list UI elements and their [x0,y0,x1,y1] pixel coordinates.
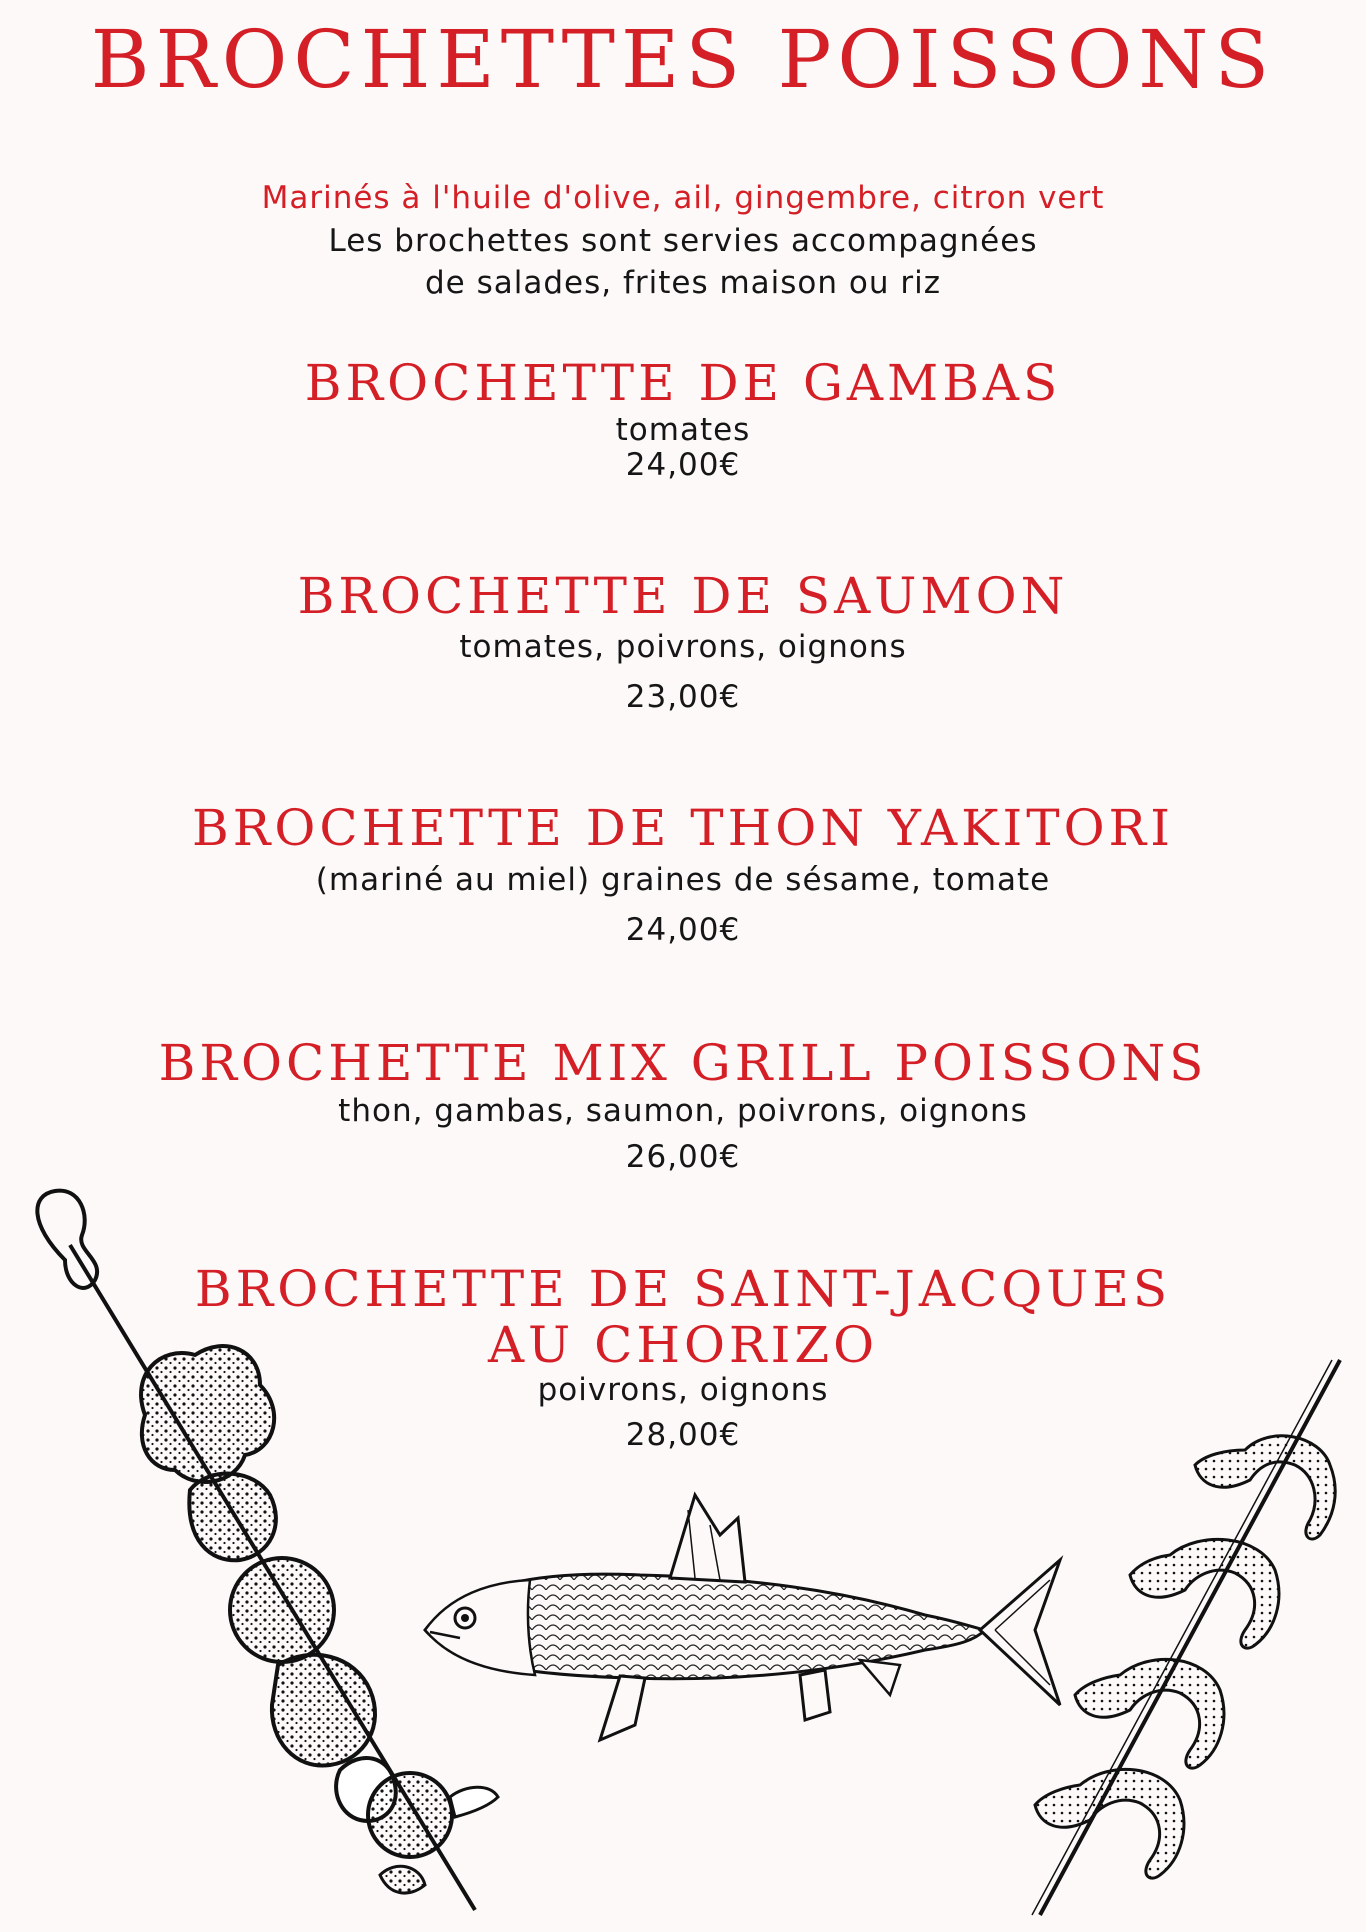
menu-item-mix-grill [0,1033,1366,1185]
item-name: BROCHETTE DE SAUMON [297,567,1069,625]
served-note-line2: de salades, frites maison ou riz [425,265,941,301]
item-price: 23,00€ [625,679,741,715]
menu-item-thon-yakitori [0,798,1366,958]
item-name-line2: AU CHORIZO [487,1316,879,1374]
shrimp-skewer-icon [1020,1355,1360,1920]
item-price: 24,00€ [625,912,741,948]
intro [0,176,1366,304]
page-title: BROCHETTES POISSONS [90,13,1276,106]
item-description: thon, gambas, saumon, poivrons, oignons [338,1093,1028,1129]
item-name: BROCHETTE DE GAMBAS [304,354,1062,412]
fish-icon [420,1490,1070,1780]
marinade-note: Marinés à l'huile d'olive, ail, gingembre, citron vert [261,180,1105,216]
item-name: BROCHETTE MIX GRILL POISSONS [158,1034,1208,1092]
served-note-line1: Les brochettes sont servies accompagnées [328,223,1038,259]
menu-item-saumon [0,566,1366,726]
item-description: poivrons, oignons [537,1372,829,1408]
item-price: 24,00€ [625,447,741,483]
item-price: 26,00€ [625,1139,741,1175]
item-description: tomates, poivrons, oignons [459,629,907,665]
item-description: (mariné au miel) graines de sésame, tomate [315,862,1051,898]
item-name-line1: BROCHETTE DE SAINT-JACQUES [194,1260,1172,1318]
menu-item-gambas [0,353,1366,483]
item-name: BROCHETTE DE THON YAKITORI [192,799,1174,857]
item-price: 28,00€ [625,1417,741,1453]
item-description: tomates [615,412,751,448]
